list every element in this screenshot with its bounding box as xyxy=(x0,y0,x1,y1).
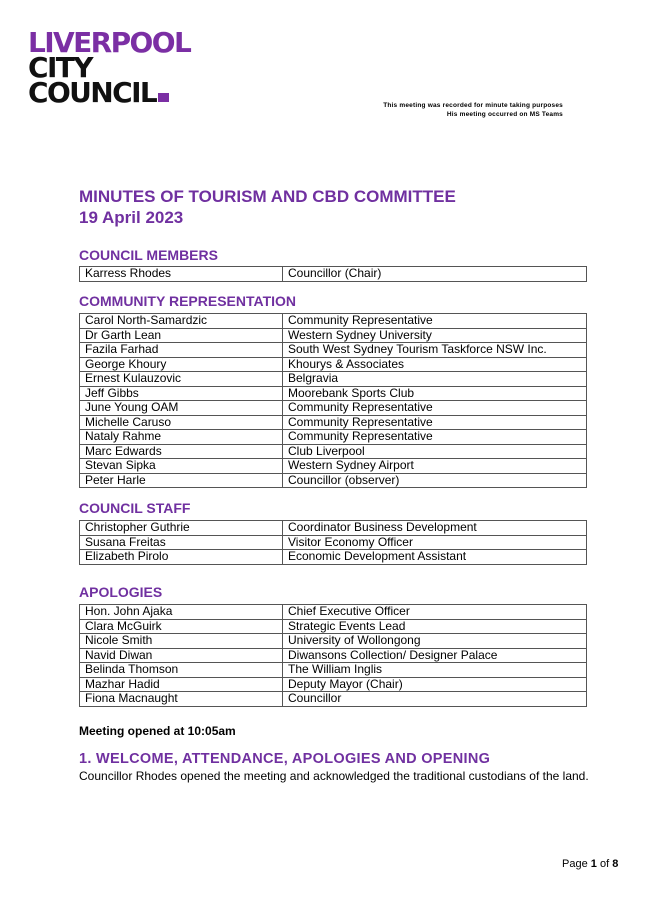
page-current: 1 xyxy=(590,858,597,870)
member-name: Ernest Kulauzovic xyxy=(80,372,283,387)
member-name: Susana Freitas xyxy=(80,535,283,550)
member-name: George Khoury xyxy=(80,357,283,372)
member-name: Dr Garth Lean xyxy=(80,328,283,343)
table-row xyxy=(80,648,587,663)
table-row xyxy=(80,692,587,707)
table-row xyxy=(80,386,587,401)
item-1-text: Councillor Rhodes opened the meeting and acknowledged the traditional custodians of the land. xyxy=(79,769,589,783)
of-word: of xyxy=(599,858,610,870)
member-role: Community Representative xyxy=(283,401,587,416)
member-name: Hon. John Ajaka xyxy=(80,605,283,620)
page-number xyxy=(562,858,618,870)
table-row xyxy=(80,415,587,430)
member-role: Community Representative xyxy=(283,314,587,329)
member-name: Mazhar Hadid xyxy=(80,677,283,692)
table-row xyxy=(80,267,587,282)
apologies-heading: APOLOGIES xyxy=(79,584,163,600)
recording-note xyxy=(383,101,563,119)
member-name: Marc Edwards xyxy=(80,444,283,459)
member-role: Coordinator Business Development xyxy=(283,521,587,536)
table-row xyxy=(80,430,587,445)
council-staff-heading: COUNCIL STAFF xyxy=(79,500,191,516)
item-1-heading: 1. WELCOME, ATTENDANCE, APOLOGIES AND OPENING xyxy=(79,751,491,767)
member-role: Councillor (Chair) xyxy=(283,267,587,282)
recording-note-line-1: This meeting was recorded for minute taking purposes xyxy=(383,102,563,109)
member-role: Belgravia xyxy=(283,372,587,387)
table-row xyxy=(80,357,587,372)
table-row xyxy=(80,372,587,387)
council-members-heading: COUNCIL MEMBERS xyxy=(79,247,218,263)
member-name: Jeff Gibbs xyxy=(80,386,283,401)
apologies-table xyxy=(79,604,587,707)
table-row xyxy=(80,535,587,550)
member-role: Deputy Mayor (Chair) xyxy=(283,677,587,692)
member-name: Carol North-Samardzic xyxy=(80,314,283,329)
member-role: Councillor (observer) xyxy=(283,473,587,488)
member-role: Community Representative xyxy=(283,415,587,430)
member-role: Visitor Economy Officer xyxy=(283,535,587,550)
member-name: Navid Diwan xyxy=(80,648,283,663)
member-name: June Young OAM xyxy=(80,401,283,416)
member-role: Economic Development Assistant xyxy=(283,550,587,565)
table-row xyxy=(80,401,587,416)
member-role: Community Representative xyxy=(283,430,587,445)
member-role: Strategic Events Lead xyxy=(283,619,587,634)
title-date: 19 April 2023 xyxy=(79,208,184,227)
page-word: Page xyxy=(562,858,588,870)
logo-mark-icon xyxy=(158,93,169,102)
table-row xyxy=(80,459,587,474)
document-title xyxy=(79,186,456,228)
member-name: Michelle Caruso xyxy=(80,415,283,430)
member-role: University of Wollongong xyxy=(283,634,587,649)
member-name: Karress Rhodes xyxy=(80,267,283,282)
table-row xyxy=(80,521,587,536)
council-members-table xyxy=(79,266,587,282)
liverpool-city-council-logo xyxy=(28,26,191,109)
member-name: Clara McGuirk xyxy=(80,619,283,634)
member-role: Chief Executive Officer xyxy=(283,605,587,620)
table-row xyxy=(80,314,587,329)
member-role: Moorebank Sports Club xyxy=(283,386,587,401)
title-line-1: MINUTES OF TOURISM AND CBD COMMITTEE xyxy=(79,187,456,206)
member-role: Club Liverpool xyxy=(283,444,587,459)
meeting-opened-text: Meeting opened at 10:05am xyxy=(79,724,236,738)
community-representation-table xyxy=(79,313,587,488)
table-row xyxy=(80,550,587,565)
table-row xyxy=(80,605,587,620)
member-name: Fiona Macnaught xyxy=(80,692,283,707)
member-role: South West Sydney Tourism Taskforce NSW Inc. xyxy=(283,343,587,358)
table-row xyxy=(80,619,587,634)
logo-line-2: CITY xyxy=(28,51,92,84)
member-role: Western Sydney University xyxy=(283,328,587,343)
member-role: Councillor xyxy=(283,692,587,707)
table-row xyxy=(80,634,587,649)
table-row xyxy=(80,473,587,488)
community-representation-heading: COMMUNITY REPRESENTATION xyxy=(79,293,297,309)
council-staff-table xyxy=(79,520,587,565)
logo-line-3-text: COUNCIL xyxy=(28,76,157,109)
table-row xyxy=(80,444,587,459)
table-row xyxy=(80,343,587,358)
recording-note-line-2: His meeting occurred on MS Teams xyxy=(446,111,563,118)
member-role: Khourys & Associates xyxy=(283,357,587,372)
member-name: Nataly Rahme xyxy=(80,430,283,445)
member-name: Elizabeth Pirolo xyxy=(80,550,283,565)
member-name: Peter Harle xyxy=(80,473,283,488)
member-name: Nicole Smith xyxy=(80,634,283,649)
member-role: Diwansons Collection/ Designer Palace xyxy=(283,648,587,663)
member-name: Belinda Thomson xyxy=(80,663,283,678)
member-name: Stevan Sipka xyxy=(80,459,283,474)
member-role: The William Inglis xyxy=(283,663,587,678)
table-row xyxy=(80,663,587,678)
logo-line-3 xyxy=(28,76,190,109)
member-name: Fazila Farhad xyxy=(80,343,283,358)
logo-line-1: LIVERPOOL xyxy=(28,26,191,59)
member-name: Christopher Guthrie xyxy=(80,521,283,536)
page-total: 8 xyxy=(612,858,619,870)
table-row xyxy=(80,677,587,692)
table-row xyxy=(80,328,587,343)
member-role: Western Sydney Airport xyxy=(283,459,587,474)
